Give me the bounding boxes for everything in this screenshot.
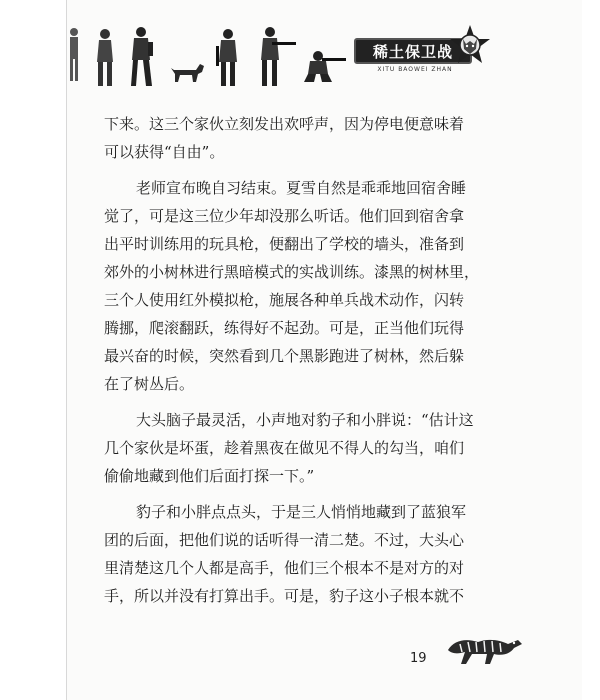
text-line: 下来。这三个家伙立刻发出欢呼声，因为停电便意味着 bbox=[104, 115, 465, 133]
text-line: 可以获得“自由”。 bbox=[104, 143, 225, 161]
soldier-walking-icon bbox=[128, 26, 154, 88]
soldier-crouching-sniper-icon bbox=[298, 48, 346, 82]
soldier-silhouette-icon bbox=[66, 24, 82, 88]
soldier-standing-rifle-icon bbox=[214, 28, 242, 88]
paragraph-start-line: 大头脑子最灵活，小声地对豹子和小胖说：“估计这 bbox=[136, 411, 474, 429]
paragraph-start-line: 豹子和小胖点点头，于是三人悄悄地藏到了蓝狼军 bbox=[136, 503, 467, 521]
series-subtitle: XITU BAOWEI ZHAN bbox=[377, 66, 453, 73]
soldier-standing-icon bbox=[94, 28, 116, 88]
text-line: 最兴奋的时候，突然看到几个黑影跑进了树林，然后躲 bbox=[104, 347, 465, 365]
text-line: 团的后面，把他们说的话听得一清二楚。不过，大头心 bbox=[104, 531, 465, 549]
text-line: 几个家伙是坏蛋，趁着黑夜在做见不得人的勾当，咱们 bbox=[104, 439, 465, 457]
wolf-head-star-icon bbox=[448, 24, 492, 68]
paragraph-start-line: 老师宣布晚自习结束。夏雪自然是乖乖地回宿舍睡 bbox=[136, 179, 467, 197]
text-line: 出平时训练用的玩具枪，便翻出了学校的墙头，准备到 bbox=[104, 235, 465, 253]
text-line: 腾挪，爬滚翻跃，练得好不起劲。可是，正当他们玩得 bbox=[104, 319, 465, 337]
page-number: 19 bbox=[410, 651, 427, 666]
text-line: 在了树丛后。 bbox=[104, 375, 195, 393]
chapter-body-text bbox=[104, 110, 480, 610]
soldier-holding-rifle-icon bbox=[254, 26, 298, 88]
text-line: 手，所以并没有打算出手。可是，豹子这小子根本就不 bbox=[104, 587, 465, 605]
text-line: 里清楚这几个人都是高手，他们三个根本不是对方的对 bbox=[104, 559, 465, 577]
text-line: 偷偷地藏到他们后面打探一下。” bbox=[104, 467, 315, 485]
dog-icon bbox=[170, 62, 206, 84]
series-title: 稀土保卫战 bbox=[372, 42, 453, 61]
text-line: 郊外的小树林进行黑暗模式的实战训练。漆黑的树林里， bbox=[104, 263, 480, 281]
text-line: 觉了，可是这三位少年却没那么听话。他们回到宿舍拿 bbox=[104, 207, 465, 225]
text-line: 三个人使用红外模拟枪，施展各种单兵战术动作，闪转 bbox=[104, 291, 465, 309]
running-tiger-icon bbox=[444, 630, 524, 668]
